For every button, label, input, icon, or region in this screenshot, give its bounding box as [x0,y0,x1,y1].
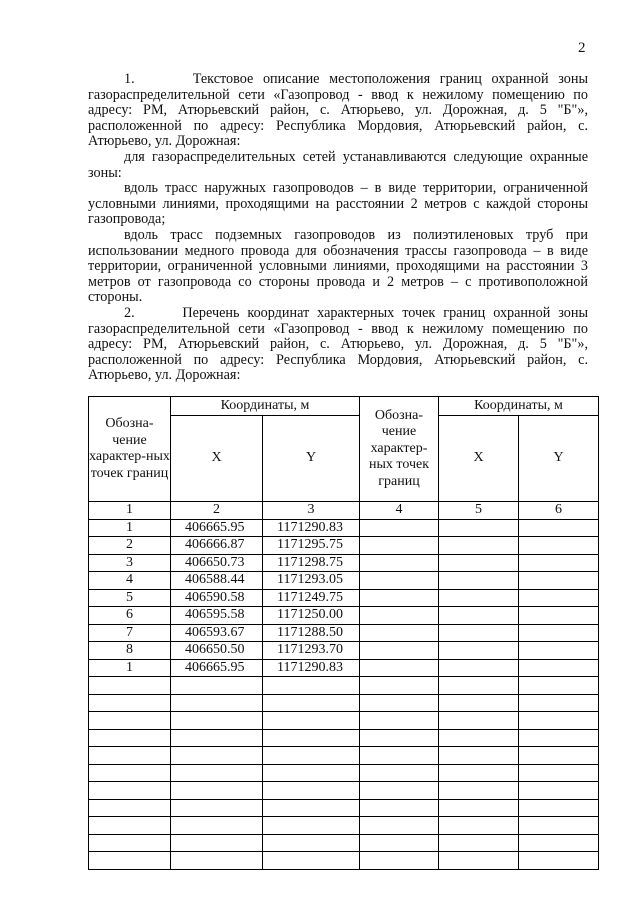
table-row [89,572,599,590]
coordinate-x: 406595.58 [171,607,263,625]
empty-cell [519,782,599,800]
empty-cell [360,817,439,835]
coordinate-y: 1171290.83 [263,659,360,677]
empty-cell [263,817,360,835]
empty-cell [519,519,599,537]
coordinate-x: 406665.95 [171,659,263,677]
empty-cell [89,834,171,852]
point-number: 7 [89,624,171,642]
paragraph-1-description: 1. Текстовое описание местоположения границ охранной зоны газораспределительной сети «Газопровод - ввод к нежилому помещению по адресу: РМ, Атюрьевский район, с. Атюрьево, ул. Дорожная, д. 5 "Б"», расположенной по адресу: Республика Мордовия, Атюрьевский район, с. Атюрьево, ул. Дорожная: [88,71,588,150]
empty-row [89,852,599,870]
empty-cell [360,554,439,572]
empty-cell [439,817,519,835]
point-number: 8 [89,642,171,660]
coordinate-y: 1171293.70 [263,642,360,660]
empty-cell [439,852,519,870]
empty-row [89,729,599,747]
coordinate-y: 1171250.00 [263,607,360,625]
empty-cell [360,729,439,747]
empty-row [89,782,599,800]
empty-cell [263,782,360,800]
header-coordinates-2: Координаты, м [439,397,599,416]
empty-cell [360,607,439,625]
empty-cell [519,589,599,607]
point-number: 6 [89,607,171,625]
empty-cell [263,677,360,695]
paragraph-2-coordinates-intro: 2. Перечень координат характерных точек границ охранной зоны газораспределительной сети «Газопровод - ввод к нежилому помещению по адресу: РМ, Атюрьевский район, с. Атюрьево, ул. Дорожная, д. 5 "Б"», расположенной по адресу: Республика Мордовия, Атюрьевский район, с. Атюрьево, ул. Дорожная: [88,304,588,384]
empty-row [89,799,599,817]
header-point-designation: Обозна-чение характер-ных точек границ [89,397,171,502]
empty-cell [263,712,360,730]
empty-cell [439,677,519,695]
header-y-2: Y [519,416,599,502]
empty-cell [439,782,519,800]
header-x: X [171,416,263,502]
paragraph-external-pipelines: вдоль трасс наружных газопроводов – в виде территории, ограниченной условными линиями, проходящими на расстоянии 2 метров с каждой стороны газопровода; [88,180,588,228]
coordinate-x: 406590.58 [171,589,263,607]
empty-cell [439,659,519,677]
empty-cell [360,799,439,817]
empty-cell [519,764,599,782]
empty-cell [171,712,263,730]
empty-cell [439,624,519,642]
paragraph-underground-pipelines: вдоль трасс подземных газопроводов из полиэтиленовых труб при использовании медного провода для обозначения трассы газопровода – в виде территории, ограниченной условными линиями, проходящими на расстоянии 3 метров от газопровода со стороны провода и 2 метров – с противоположной стороны. [88,226,588,306]
empty-cell [360,747,439,765]
empty-cell [89,712,171,730]
coordinates-rows [89,519,599,869]
empty-cell [360,659,439,677]
empty-cell [89,764,171,782]
empty-cell [171,834,263,852]
column-number: 5 [439,502,519,520]
coordinate-x: 406650.50 [171,642,263,660]
empty-cell [360,537,439,555]
empty-cell [519,537,599,555]
empty-cell [519,677,599,695]
empty-cell [360,834,439,852]
column-number: 2 [171,502,263,520]
empty-cell [519,834,599,852]
point-number: 3 [89,554,171,572]
empty-row [89,764,599,782]
empty-cell [439,537,519,555]
empty-cell [89,817,171,835]
coordinate-y: 1171298.75 [263,554,360,572]
empty-cell [360,519,439,537]
empty-cell [360,572,439,590]
point-number: 5 [89,589,171,607]
table-row [89,659,599,677]
empty-cell [263,852,360,870]
empty-cell [360,782,439,800]
column-numbers-row [89,502,599,520]
empty-cell [89,782,171,800]
empty-cell [519,852,599,870]
empty-row [89,677,599,695]
empty-cell [171,729,263,747]
empty-cell [439,799,519,817]
empty-cell [171,852,263,870]
column-number: 3 [263,502,360,520]
empty-cell [360,852,439,870]
page-number: 2 [578,40,586,56]
empty-cell [439,764,519,782]
empty-cell [360,624,439,642]
empty-cell [519,729,599,747]
document-text [88,72,588,384]
empty-cell [439,589,519,607]
column-number: 4 [360,502,439,520]
table-row [89,537,599,555]
empty-cell [171,694,263,712]
header-y: Y [263,416,360,502]
empty-cell [360,764,439,782]
empty-cell [89,799,171,817]
empty-cell [171,799,263,817]
empty-cell [519,642,599,660]
empty-cell [519,554,599,572]
empty-cell [171,677,263,695]
empty-row [89,747,599,765]
header-coordinates: Координаты, м [171,397,360,416]
column-number: 1 [89,502,171,520]
empty-cell [89,729,171,747]
empty-cell [89,677,171,695]
empty-row [89,712,599,730]
coordinate-x: 406666.87 [171,537,263,555]
empty-cell [519,817,599,835]
empty-cell [89,694,171,712]
empty-cell [439,519,519,537]
empty-cell [519,572,599,590]
empty-cell [360,712,439,730]
header-x-2: X [439,416,519,502]
coordinate-x: 406593.67 [171,624,263,642]
coordinate-x: 406665.95 [171,519,263,537]
table-row [89,519,599,537]
empty-cell [439,729,519,747]
empty-cell [360,642,439,660]
empty-cell [439,572,519,590]
empty-cell [89,852,171,870]
empty-cell [263,834,360,852]
empty-cell [519,694,599,712]
table-row [89,607,599,625]
table-row [89,624,599,642]
empty-cell [519,607,599,625]
empty-cell [171,817,263,835]
empty-cell [263,694,360,712]
empty-cell [171,782,263,800]
point-number: 4 [89,572,171,590]
empty-row [89,694,599,712]
column-number: 6 [519,502,599,520]
table-row [89,589,599,607]
empty-cell [263,729,360,747]
empty-cell [439,712,519,730]
empty-cell [360,677,439,695]
empty-row [89,834,599,852]
point-number: 1 [89,519,171,537]
empty-cell [263,799,360,817]
empty-cell [439,642,519,660]
empty-cell [360,694,439,712]
empty-cell [360,589,439,607]
empty-row [89,817,599,835]
empty-cell [519,799,599,817]
empty-cell [519,624,599,642]
table-row [89,554,599,572]
empty-cell [89,747,171,765]
empty-cell [519,659,599,677]
empty-cell [519,747,599,765]
empty-cell [439,694,519,712]
coordinate-y: 1171293.05 [263,572,360,590]
coordinates-table-wrapper [88,396,599,870]
point-number: 1 [89,659,171,677]
point-number: 2 [89,537,171,555]
paragraph-zones-intro: для газораспределительных сетей устанавливаются следующие охранные зоны: [88,148,588,181]
empty-cell [439,747,519,765]
coordinate-y: 1171288.50 [263,624,360,642]
empty-cell [171,764,263,782]
coordinate-y: 1171295.75 [263,537,360,555]
empty-cell [171,747,263,765]
coordinate-y: 1171290.83 [263,519,360,537]
coordinate-y: 1171249.75 [263,589,360,607]
empty-cell [439,554,519,572]
empty-cell [439,607,519,625]
coordinates-table [88,396,599,870]
empty-cell [263,747,360,765]
empty-cell [439,834,519,852]
empty-cell [519,712,599,730]
header-point-designation-2: Обозна-чение характер-ных точек границ [360,397,439,502]
coordinate-x: 406650.73 [171,554,263,572]
coordinate-x: 406588.44 [171,572,263,590]
empty-cell [263,764,360,782]
table-row [89,642,599,660]
